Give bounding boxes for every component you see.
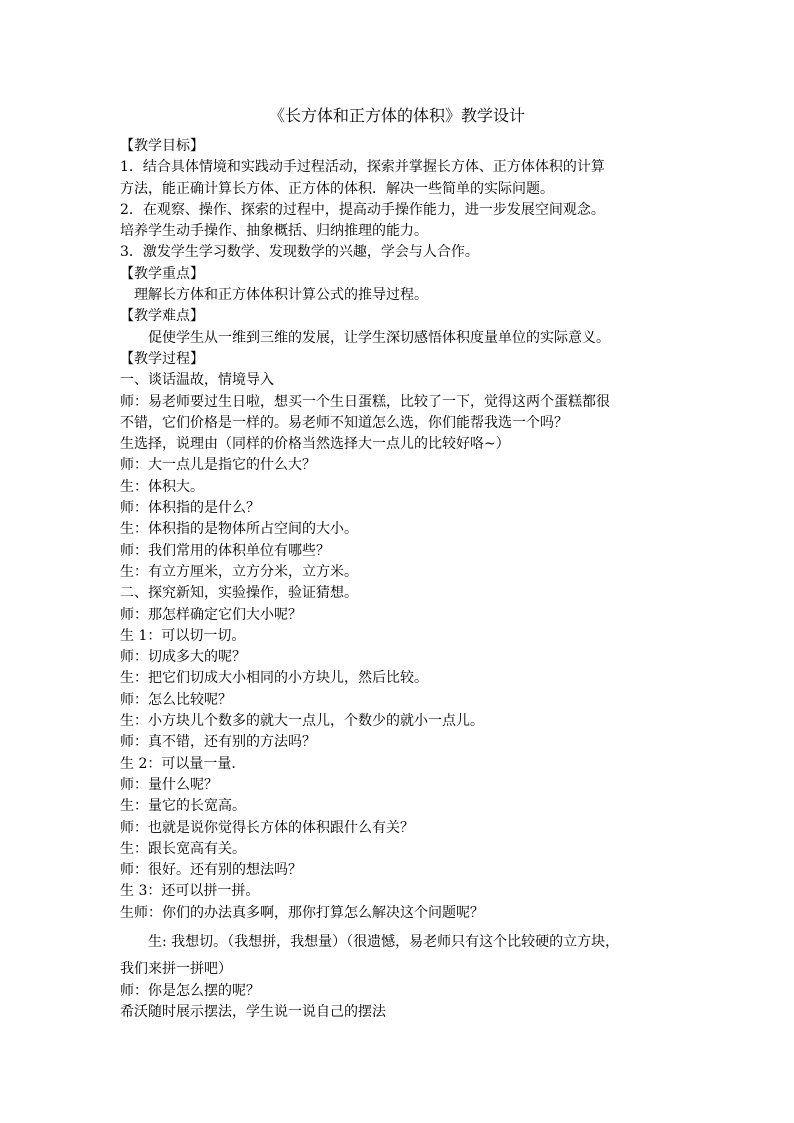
document-title: 《长方体和正方体的体积》教学设计 [268,106,525,125]
document-body [120,136,680,1023]
dialogue-line: 师：也就是说你觉得长方体的体积跟什么有关？ [120,819,414,836]
text-line: 2．在观察、操作、探索的过程中，提高动手操作能力，进一步发展空间观念。 [120,201,605,218]
dialogue-line: 师：切成多大的呢？ [120,649,246,666]
text-line: 生选择，说理由（同样的价格当然选择大一点儿的比较好咯~） [120,436,510,453]
text-line: 师：易老师要过生日啦，想买一个生日蛋糕，比较了一下，觉得这两个蛋糕都很 [120,393,610,410]
dialogue-line: 生：量它的长宽高。 [120,798,246,815]
text-line: 培养学生动手操作、抽象概括、归纳推理的能力。 [120,223,428,240]
section-heading-objectives: 【教学目标】 [120,138,204,154]
dialogue-line: 生师：你们的办法真多啊，那你打算怎么解决这个问题呢？ [120,904,484,921]
dialogue-line: 师：很好。还有别的想法吗？ [120,862,302,879]
text-line: 1．结合具体情境和实践动手过程活动，探索并掌握长方体、正方体体积的计算 [120,159,605,176]
text-line: 3．激发学生学习数学、发现数学的兴趣，学会与人合作。 [120,244,479,261]
dialogue-line: 师：你是怎么摆的呢？ [120,982,260,999]
subsection-heading: 二、探究新知，实验操作，验证猜想。 [120,585,358,602]
dialogue-line: 生：小方块儿个数多的就大一点儿，个数少的就小一点儿。 [120,713,484,730]
dialogue-line: 师：我们常用的体积单位有哪些？ [120,542,330,559]
dialogue-line: 生: 我想切。（我想拼，我想量）（很遗憾，易老师只有这个比较硬的立方块， [148,933,620,950]
section-heading-process: 【教学过程】 [120,350,204,367]
dialogue-line: 生：把它们切成大小相同的小方块儿，然后比较。 [120,670,428,687]
text-line: 方法，能正确计算长方体、正方体的体积．解决一些简单的实际问题。 [120,180,554,197]
dialogue-line: 生：跟长宽高有关。 [120,840,246,857]
section-heading-difficulties: 【教学难点】 [120,308,204,325]
dialogue-line: 生 3：还可以拼一拼。 [120,883,260,900]
dialogue-line: 师：量什么呢？ [120,776,218,793]
dialogue-line: 师：大一点儿是指它的什么大？ [120,457,316,474]
dialogue-line: 师：那怎样确定它们大小呢？ [120,606,302,623]
dialogue-line: 生 2：可以量一量. [120,755,236,772]
dialogue-line: 师：体积指的是什么？ [120,500,260,517]
dialogue-line: 生：体积指的是物体所占空间的大小。 [120,521,358,538]
section-heading-key-points: 【教学重点】 [120,265,204,282]
dialogue-line: 生：有立方厘米，立方分米，立方米。 [120,563,358,580]
subsection-heading: 一、谈话温故，情境导入 [120,372,274,389]
dialogue-line: 师：真不错，还有别的方法吗？ [120,734,316,751]
dialogue-line: 生 1：可以切一切。 [120,627,246,644]
dialogue-line: 生：体积大。 [120,478,204,495]
text-line: 不错，它们价格是一样的。易老师不知道怎么选，你们能帮我选一个吗？ [120,414,568,431]
text-line: 理解长方体和正方体体积计算公式的推导过程。 [134,287,428,304]
text-line: 促使学生从一维到三维的发展，让学生深切感悟体积度量单位的实际意义。 [148,329,610,346]
dialogue-line: 我们来拼一拼吧） [120,961,232,978]
dialogue-line: 师：怎么比较呢？ [120,691,232,708]
dialogue-line: 希沃随时展示摆法，学生说一说自己的摆法 [120,1003,386,1020]
